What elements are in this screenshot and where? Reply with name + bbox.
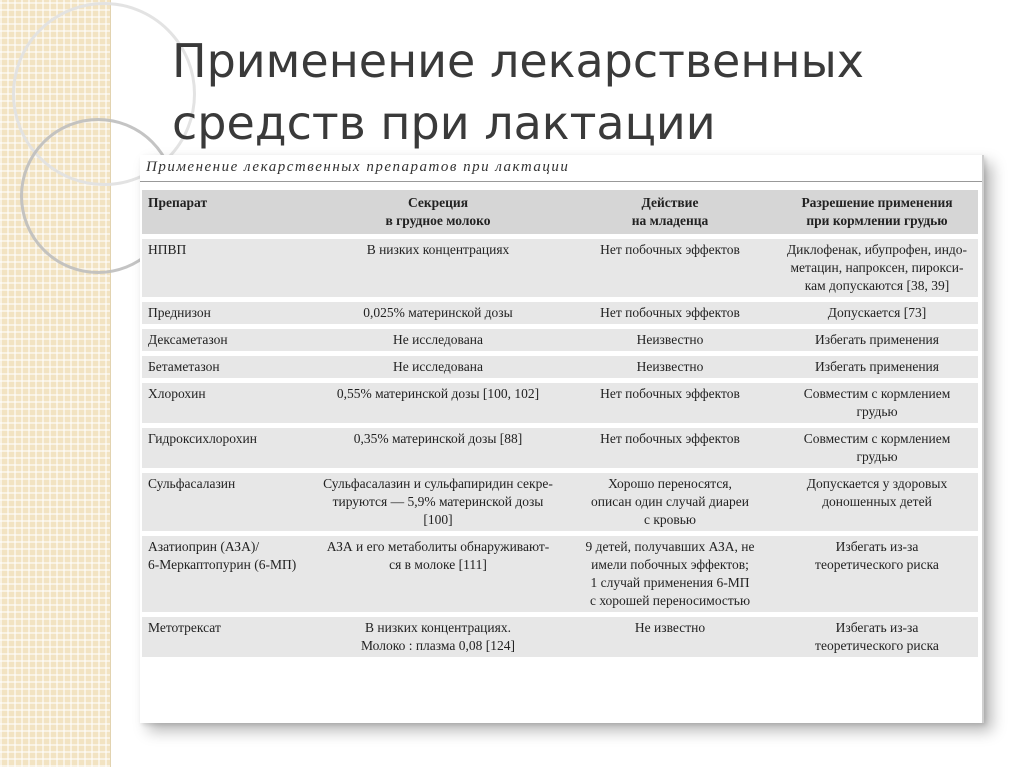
cell-line: Избегать из-за bbox=[835, 539, 919, 554]
cell-line: ся в молоке [111] bbox=[389, 557, 487, 572]
cell-line: В низких концентрациях bbox=[366, 242, 510, 257]
cell-secretion bbox=[312, 536, 564, 612]
slide-title bbox=[172, 30, 992, 154]
table-row bbox=[142, 383, 978, 423]
cell-line: Нет побочных эффектов bbox=[600, 431, 740, 446]
cell-line: Неизвестно bbox=[636, 359, 704, 374]
cell-permission bbox=[776, 329, 978, 351]
cell-line: Сульфасалазин и сульфапиридин секре- bbox=[323, 476, 553, 491]
cell-line: теоретического риска bbox=[815, 557, 939, 572]
cell-secretion bbox=[312, 473, 564, 531]
cell-line: кам допускаются [38, 39] bbox=[804, 278, 950, 293]
table-image-card bbox=[140, 155, 984, 723]
cell-secretion bbox=[312, 302, 564, 324]
cell-permission bbox=[776, 302, 978, 324]
cell-line: метацин, напроксен, пирокси- bbox=[790, 260, 964, 275]
header-drug-label: Препарат bbox=[148, 195, 208, 210]
cell-effect bbox=[564, 536, 776, 612]
cell-drug bbox=[142, 473, 312, 531]
cell-line: с хорошей переносимостью bbox=[589, 593, 751, 608]
cell-line: Азатиоприн (АЗА)/ bbox=[148, 539, 260, 554]
cell-secretion bbox=[312, 428, 564, 468]
cell-secretion bbox=[312, 383, 564, 423]
cell-line: Нет побочных эффектов bbox=[600, 242, 740, 257]
cell-permission bbox=[776, 473, 978, 531]
table-row bbox=[142, 473, 978, 531]
cell-secretion bbox=[312, 356, 564, 378]
cell-line: Нет побочных эффектов bbox=[600, 305, 740, 320]
cell-line: Не известно bbox=[634, 620, 706, 635]
caption-divider bbox=[140, 181, 982, 182]
cell-line: Не исследована bbox=[393, 332, 483, 347]
cell-line: Диклофенак, ибупрофен, индо- bbox=[786, 242, 968, 257]
cell-effect bbox=[564, 302, 776, 324]
cell-line: В низких концентрациях. bbox=[365, 620, 511, 635]
cell-permission bbox=[776, 617, 978, 657]
cell-line: Дексаметазон bbox=[148, 332, 228, 347]
cell-line: 0,35% материнской дозы [88] bbox=[353, 431, 523, 446]
cell-secretion bbox=[312, 239, 564, 297]
cell-line: Допускается [73] bbox=[827, 305, 927, 320]
cell-effect bbox=[564, 617, 776, 657]
header-permission-line-2: при кормлении грудью bbox=[806, 213, 948, 228]
header-secretion-line-1: Секреция bbox=[407, 195, 469, 210]
cell-line: Метотрексат bbox=[148, 620, 221, 635]
cell-line: Совместим с кормлением грудью bbox=[803, 431, 951, 464]
cell-line: Нет побочных эффектов bbox=[600, 386, 740, 401]
cell-permission bbox=[776, 536, 978, 612]
table-row bbox=[142, 428, 978, 468]
cell-drug bbox=[142, 428, 312, 468]
cell-line: Хлорохин bbox=[148, 386, 206, 401]
cell-permission bbox=[776, 239, 978, 297]
header-permission-line-1: Разрешение применения bbox=[801, 195, 953, 210]
slide-title-line-1: Применение лекарственных bbox=[172, 34, 865, 88]
cell-line: тируются — 5,9% материнской дозы [100] bbox=[332, 494, 544, 527]
cell-line: Молоко : плазма 0,08 [124] bbox=[360, 638, 515, 653]
cell-effect bbox=[564, 356, 776, 378]
table-header bbox=[142, 190, 978, 234]
cell-drug bbox=[142, 383, 312, 423]
cell-effect bbox=[564, 383, 776, 423]
cell-effect bbox=[564, 329, 776, 351]
cell-line: 9 детей, получавших АЗА, не bbox=[585, 539, 755, 554]
cell-line: Допускается у здоровых bbox=[806, 476, 948, 491]
table-caption: Применение лекарственных препаратов при лактации bbox=[146, 159, 570, 175]
header-secretion-line-2: в грудное молоко bbox=[385, 213, 491, 228]
cell-line: 0,55% материнской дозы [100, 102] bbox=[336, 386, 540, 401]
cell-line: Хорошо переносятся, bbox=[608, 476, 732, 491]
cell-line: Гидроксихлорохин bbox=[148, 431, 257, 446]
cell-drug bbox=[142, 239, 312, 297]
cell-secretion bbox=[312, 617, 564, 657]
slide-title-line-2: средств при лактации bbox=[172, 96, 716, 150]
cell-line: НПВП bbox=[148, 242, 187, 257]
cell-effect bbox=[564, 473, 776, 531]
cell-line: АЗА и его метаболиты обнаруживают- bbox=[326, 539, 550, 554]
table-row bbox=[142, 239, 978, 297]
cell-line: Преднизон bbox=[148, 305, 211, 320]
table-row bbox=[142, 617, 978, 657]
header-row bbox=[142, 190, 978, 234]
cell-line: Избегать применения bbox=[815, 359, 939, 374]
cell-line: теоретического риска bbox=[815, 638, 939, 653]
cell-effect bbox=[564, 428, 776, 468]
cell-line: 1 случай применения 6-МП bbox=[590, 575, 750, 590]
table-body bbox=[142, 239, 978, 657]
cell-line: Совместим с кормлением грудью bbox=[803, 386, 951, 419]
cell-line: Сульфасалазин bbox=[148, 476, 236, 491]
cell-line: имели побочных эффектов; bbox=[591, 557, 749, 572]
cell-line: Избегать применения bbox=[815, 332, 939, 347]
header-effect-line-2: на младенца bbox=[631, 213, 709, 228]
cell-line: Неизвестно bbox=[636, 332, 704, 347]
cell-drug bbox=[142, 356, 312, 378]
header-effect bbox=[564, 190, 776, 234]
table-row bbox=[142, 356, 978, 378]
cell-permission bbox=[776, 428, 978, 468]
cell-line: 6-Меркаптопурин (6-МП) bbox=[148, 557, 297, 572]
cell-secretion bbox=[312, 329, 564, 351]
cell-line: описан один случай диареи bbox=[591, 494, 749, 509]
cell-effect bbox=[564, 239, 776, 297]
header-effect-line-1: Действие bbox=[641, 195, 699, 210]
table-row bbox=[142, 329, 978, 351]
cell-permission bbox=[776, 383, 978, 423]
cell-line: 0,025% материнской дозы bbox=[363, 305, 513, 320]
cell-line: с кровью bbox=[643, 512, 697, 527]
drug-lactation-table bbox=[142, 185, 978, 662]
cell-permission bbox=[776, 356, 978, 378]
cell-line: Бетаметазон bbox=[148, 359, 220, 374]
cell-line: Избегать из-за bbox=[835, 620, 919, 635]
header-secretion bbox=[312, 190, 564, 234]
cell-line: доношенных детей bbox=[822, 494, 932, 509]
cell-drug bbox=[142, 617, 312, 657]
table-row bbox=[142, 302, 978, 324]
cell-drug bbox=[142, 329, 312, 351]
header-permission bbox=[776, 190, 978, 234]
cell-drug bbox=[142, 302, 312, 324]
cell-line: Не исследована bbox=[393, 359, 483, 374]
table-row bbox=[142, 536, 978, 612]
header-drug bbox=[142, 190, 312, 234]
cell-drug bbox=[142, 536, 312, 612]
